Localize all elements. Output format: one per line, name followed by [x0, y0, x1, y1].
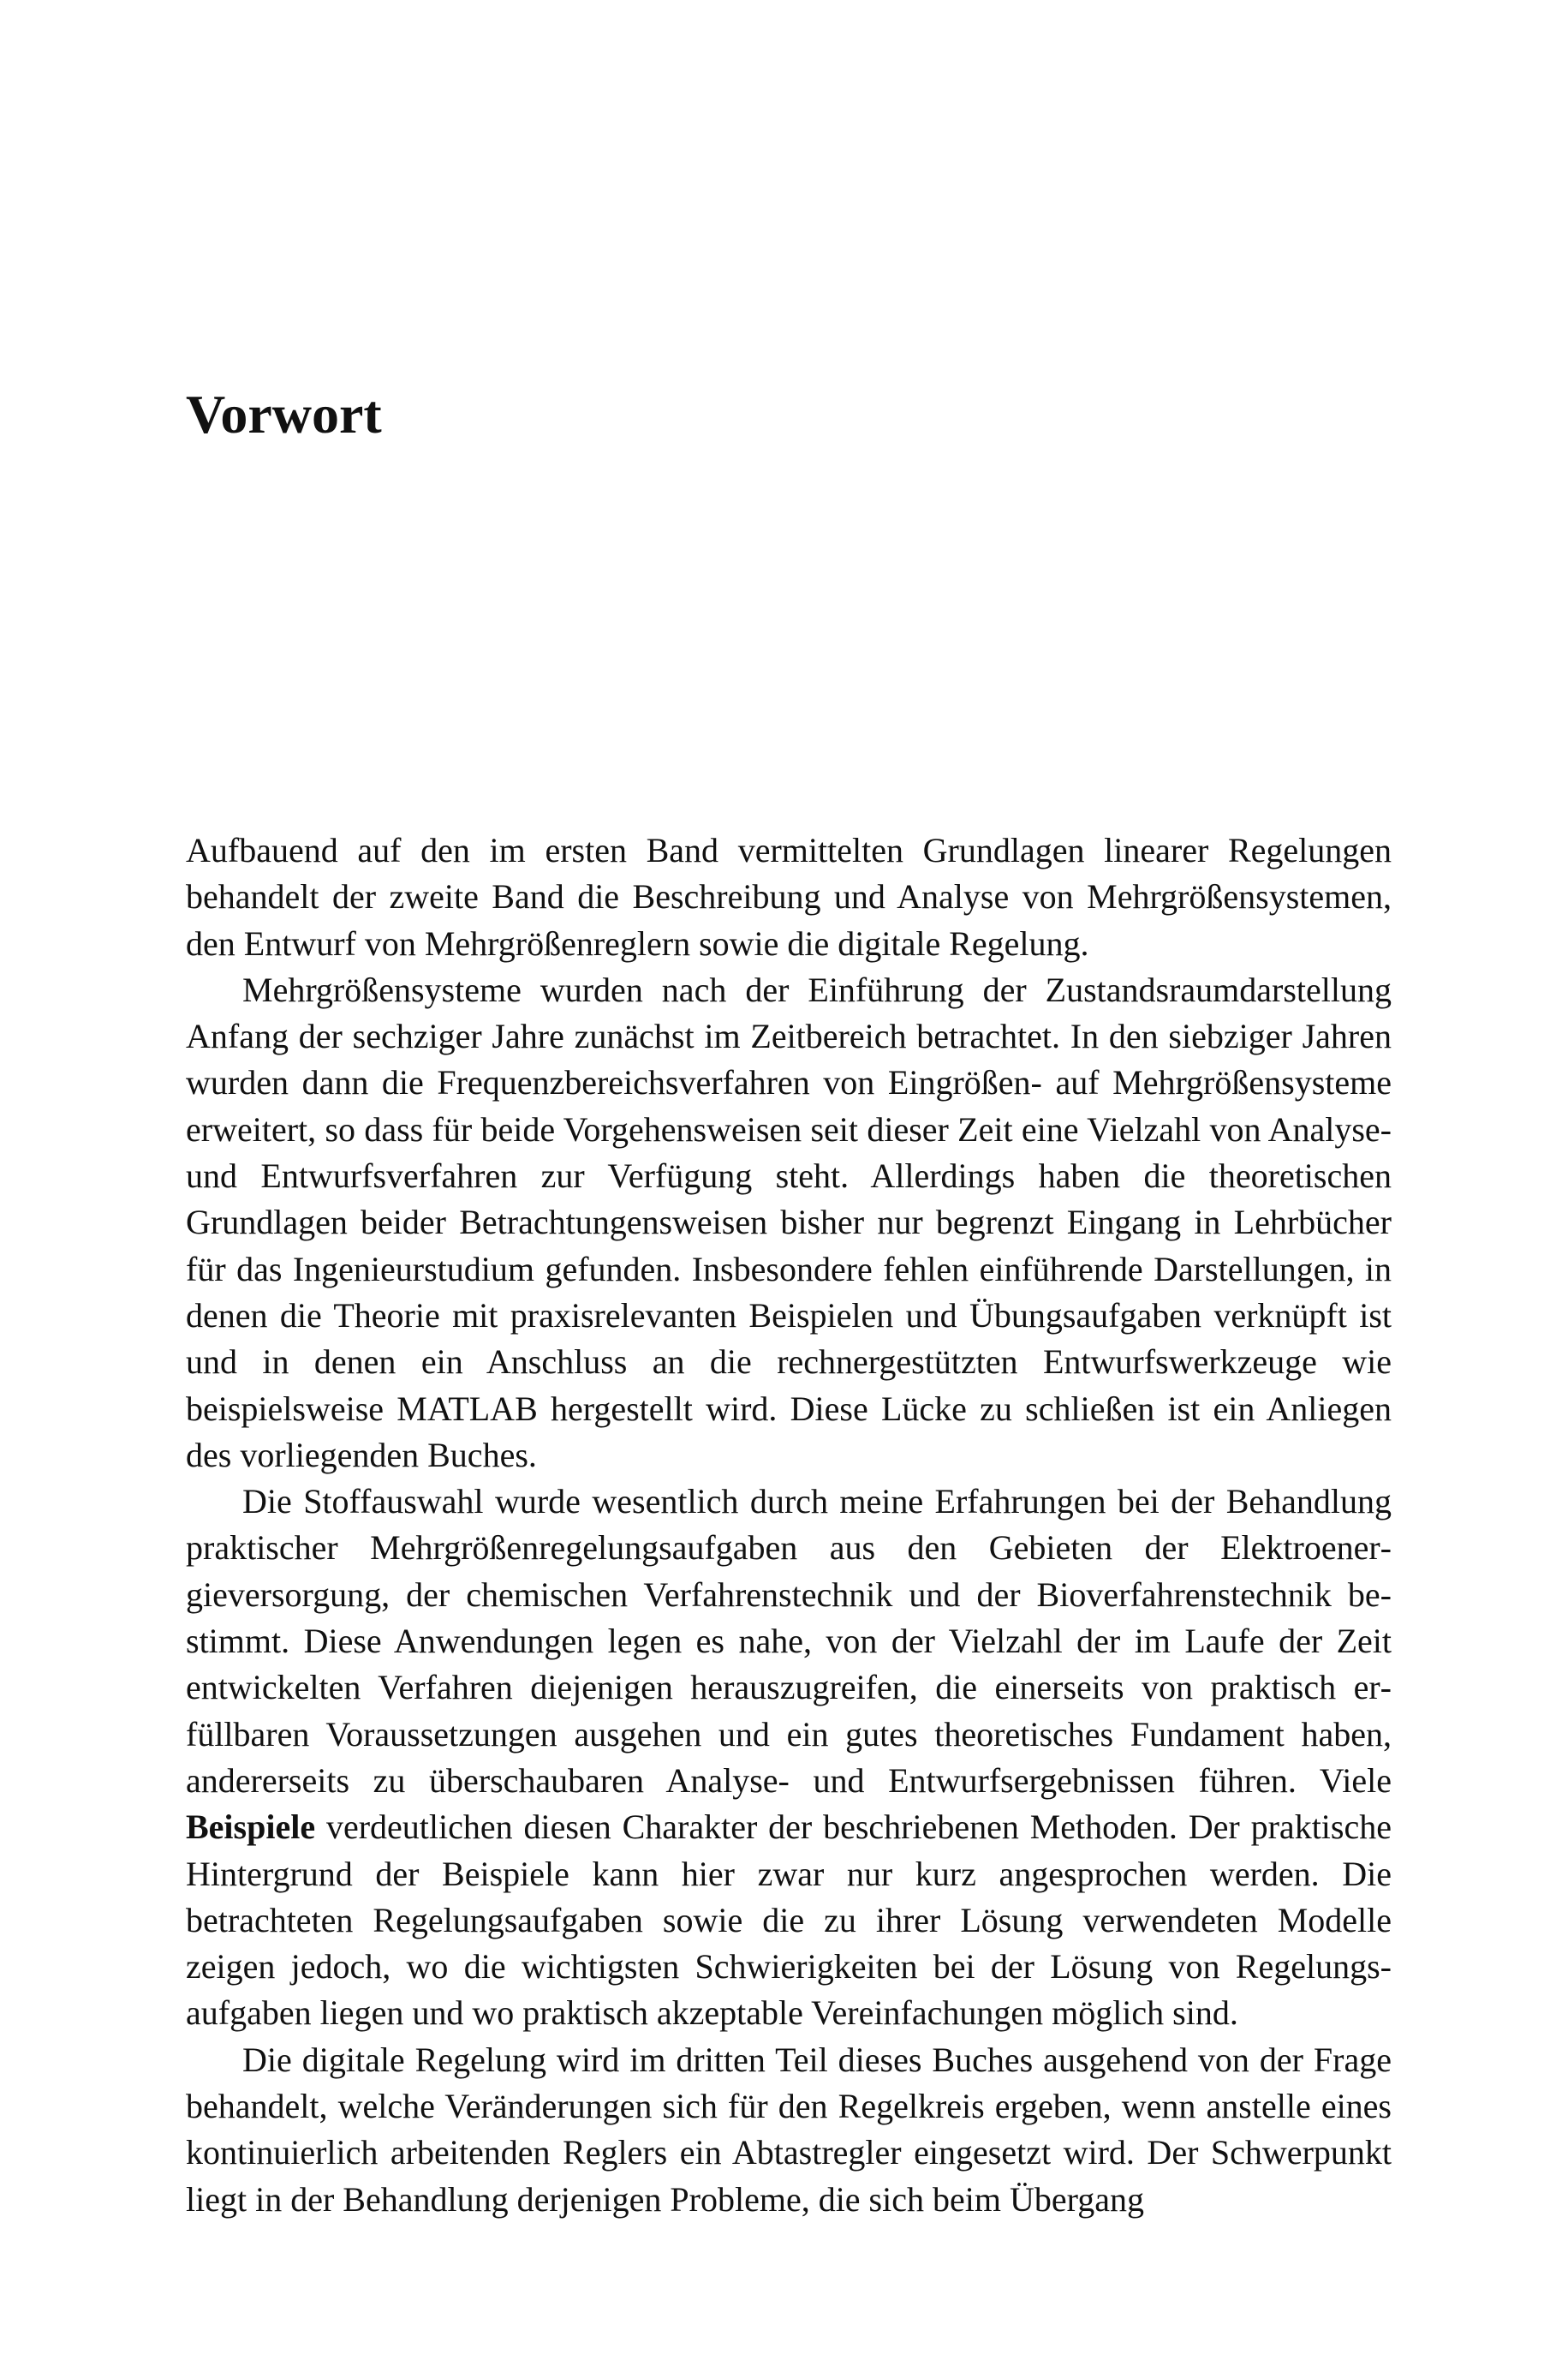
paragraph-3-part-2: verdeutlichen diesen Charakter der beschriebenen Methoden. Der praktische Hintergrund der Beispiele kann hier zwar nur kurz angesprochen werden. Die betrachteten Regelungsaufgaben sowie die zu ihrer Lösung verwendeten Modelle zeigen jedoch, wo die wichtigsten Schwierigkeiten bei der Lösung von Regelungsaufgaben liegen und wo praktisch akzeptable Vereinfachungen möglich sind.	[186, 1807, 1392, 2033]
bold-term-beispiele: Beispiele	[186, 1807, 316, 1847]
paragraph-3	[186, 1479, 1392, 2037]
paragraph-3-part-1: Die Stoffauswahl wurde wesentlich durch meine Erfahrungen bei der Behandlung praktischer Mehrgrößenregelungsaufgaben aus den Gebieten der Elektroenergieversorgung, der chemischen Verfahrenstechnik und der Bioverfahrenstechnik bestimmt. Diese Anwendungen legen es nahe, von der Vielzahl der im Laufe der Zeit entwickelten Verfahren diejenigen herauszugreifen, die einerseits von praktisch erfüllbaren Voraussetzungen ausgehen und ein gutes theoretisches Fundament haben, andererseits zu überschaubaren Analyse- und Entwurfsergebnissen führen. Viele	[186, 1482, 1392, 1800]
body-text	[186, 828, 1392, 2223]
paragraph-1: Aufbauend auf den im ersten Band vermittelten Grundlagen linearer Regelungen behandelt der zweite Band die Beschreibung und Analyse von Mehrgrößensystemen, den Entwurf von Mehrgrößenreglern sowie die digitale Regelung.	[186, 831, 1392, 963]
paragraph-4: Die digitale Regelung wird im dritten Teil dieses Buches ausgehend von der Frage behandelt, welche Veränderungen sich für den Regelkreis ergeben, wenn anstelle eines kontinuierlich arbeitenden Reglers ein Abtastregler eingesetzt wird. Der Schwerpunkt liegt in der Behandlung derjenigen Probleme, die sich beim Übergang	[186, 2040, 1392, 2219]
paragraph-2: Mehrgrößensysteme wurden nach der Einführung der Zustandsraumdarstellung Anfang der sechziger Jahre zunächst im Zeitbereich betrachtet. In den siebziger Jahren wurden dann die Frequenzbereichsverfahren von Eingrößen- auf Mehrgrößensysteme erweitert, so dass für beide Vorgehensweisen seit dieser Zeit eine Vielzahl von Analyse- und Entwurfsverfahren zur Verfügung steht. Allerdings haben die theoretischen Grundlagen beider Betrachtungensweisen bisher nur begrenzt Eingang in Lehrbücher für das Ingenieurstudium gefunden. Insbesondere fehlen einführende Darstellungen, in denen die Theorie mit praxisrelevanten Beispielen und Übungsaufgaben verknüpft ist und in denen ein Anschluss an die rechnergestützten Entwurfswerkzeuge wie beispielsweise MATLAB hergestellt wird. Diese Lücke zu schließen ist ein Anliegen des vorliegenden Buches.	[186, 970, 1392, 1474]
chapter-title: Vorwort	[186, 384, 382, 445]
